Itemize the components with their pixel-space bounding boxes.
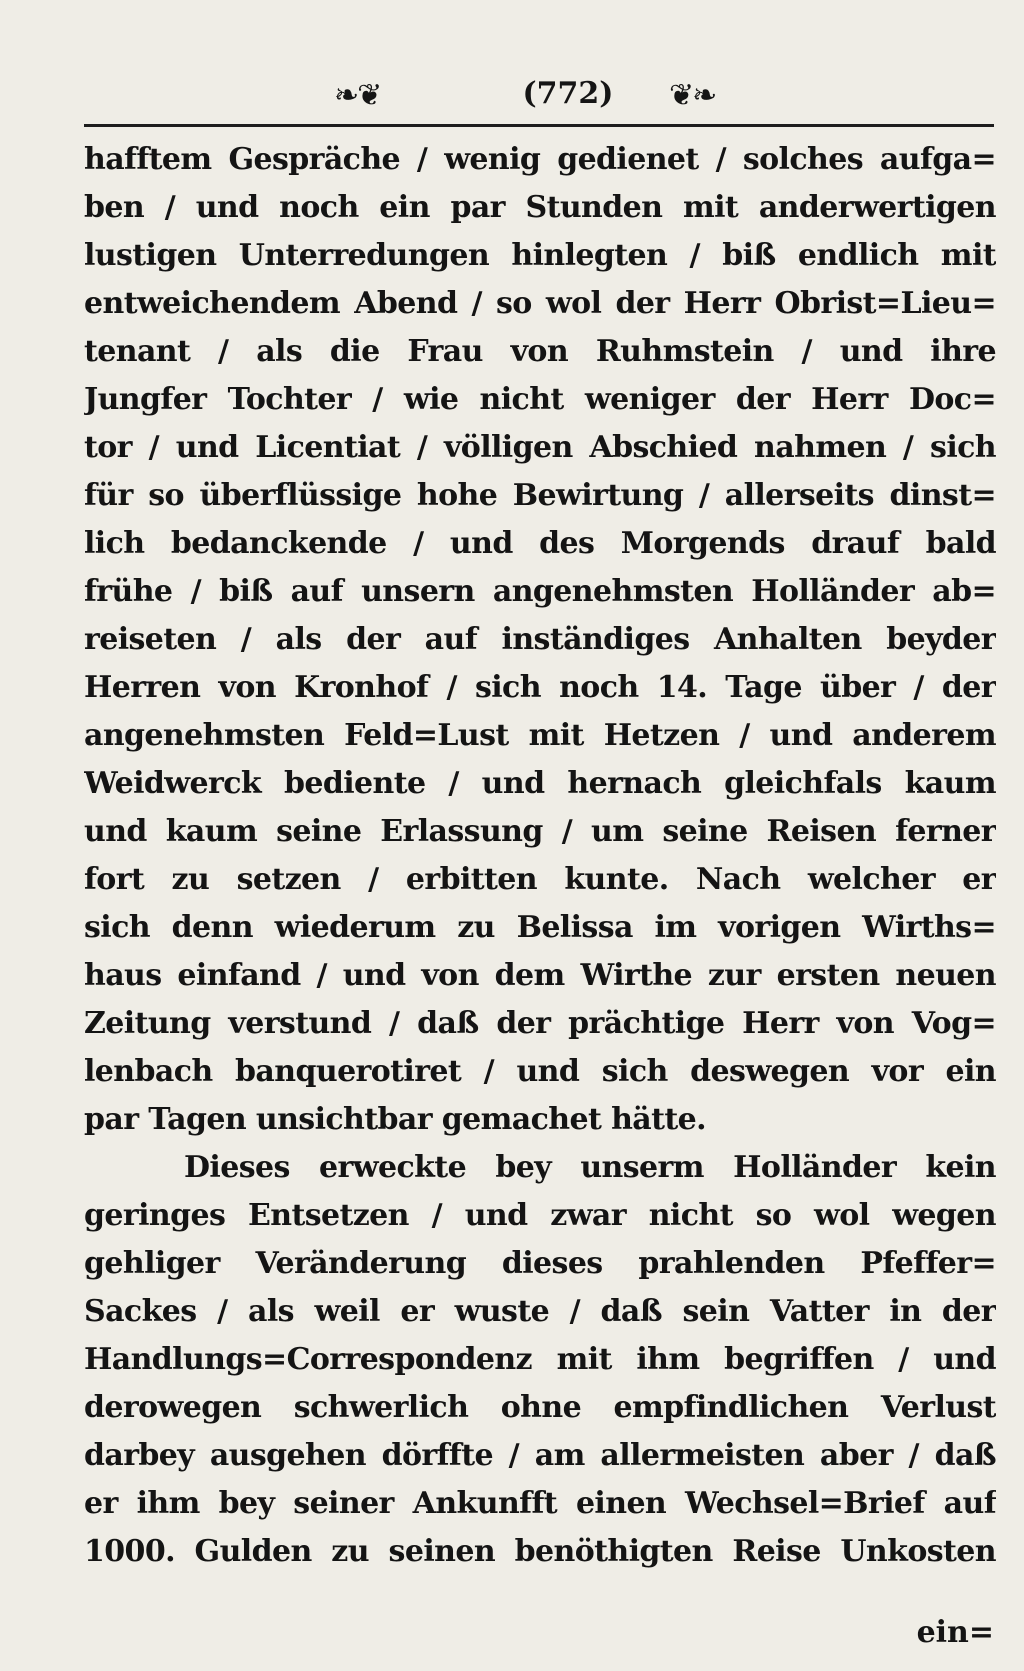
ornament-left-icon: ❧❦	[334, 78, 381, 113]
text-line: Handlungs=Correspondenz mit ihm begriffen / und	[84, 1342, 996, 1377]
text-line: darbey ausgehen dörffte / am allermeisten aber / daß	[84, 1438, 996, 1473]
body-text	[84, 136, 996, 1576]
text-line: derowegen schwerlich ohne empfindlichen Verlust	[84, 1390, 996, 1425]
text-line: Sackes / als weil er wuste / daß sein Vatter in der	[84, 1294, 996, 1329]
text-line: für so überflüssige hohe Bewirtung / allerseits dinst=	[84, 478, 996, 513]
text-line: haus einfand / und von dem Wirthe zur ersten neuen	[84, 958, 996, 993]
text-line: hafftem Gespräche / wenig gedienet / solches aufga=	[84, 142, 996, 177]
text-line: angenehmsten Feld=Lust mit Hetzen / und anderem	[84, 718, 996, 753]
catchword: ein=	[916, 1615, 994, 1650]
text-line: und kaum seine Erlassung / um seine Reisen ferner	[84, 814, 996, 849]
text-line: frühe / biß auf unsern angenehmsten Holländer ab=	[84, 574, 996, 609]
text-line: ben / und noch ein par Stunden mit anderwertigen	[84, 190, 996, 225]
text-line: Zeitung verstund / daß der prächtige Herr von Vog=	[84, 1006, 996, 1041]
text-line: reiseten / als der auf inständiges Anhalten beyder	[84, 622, 996, 657]
text-line: sich denn wiederum zu Belissa im vorigen Wirths=	[84, 910, 996, 945]
text-line: gehliger Veränderung dieses prahlenden Pfeffer=	[84, 1246, 996, 1281]
ornament-right-icon: ❦❧	[669, 78, 716, 113]
header-rule	[84, 124, 994, 127]
text-line: er ihm bey seiner Ankunfft einen Wechsel=Brief auf	[84, 1486, 996, 1521]
text-line: fort zu setzen / erbitten kunte. Nach welcher er	[84, 862, 996, 897]
text-line: 1000. Gulden zu seinen benöthigten Reise Unkosten	[84, 1534, 996, 1569]
text-line: Weidwerck bediente / und hernach gleichfals kaum	[84, 766, 996, 801]
text-line: tor / und Licentiat / völligen Abschied nahmen / sich	[84, 430, 996, 465]
page-number: (772)	[522, 76, 614, 111]
text-line: Herren von Kronhof / sich noch 14. Tage über / der	[84, 670, 996, 705]
text-line: geringes Entsetzen / und zwar nicht so wol wegen	[84, 1198, 996, 1233]
text-line: lustigen Unterredungen hinlegten / biß endlich mit	[84, 238, 996, 273]
page-header	[84, 74, 996, 120]
text-line: Dieses erweckte bey unserm Holländer kein	[184, 1150, 996, 1185]
text-line: tenant / als die Frau von Ruhmstein / und ihre	[84, 334, 996, 369]
text-line: Jungfer Tochter / wie nicht weniger der Herr Doc=	[84, 382, 996, 417]
text-line: lenbach banquerotiret / und sich deswegen vor ein	[84, 1054, 996, 1089]
text-line: entweichendem Abend / so wol der Herr Obrist=Lieu=	[84, 286, 996, 321]
text-line: par Tagen unsichtbar gemachet hätte.	[84, 1102, 706, 1137]
text-line: lich bedanckende / und des Morgends drauf bald	[84, 526, 996, 561]
